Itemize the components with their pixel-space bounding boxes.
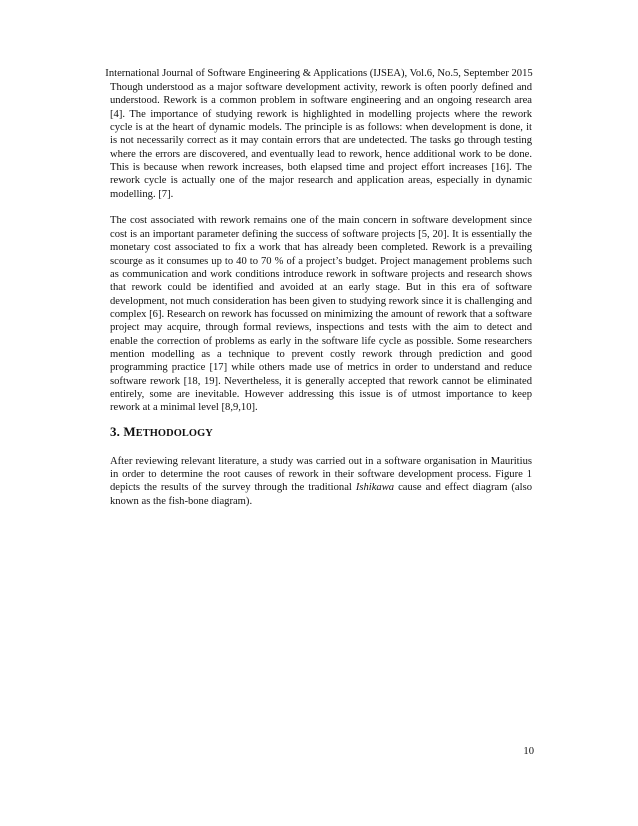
body-text: [110, 81, 532, 508]
section-heading-methodology: [110, 424, 532, 442]
running-header: International Journal of Software Engineering & Applications (IJSEA), Vol.6, No.5, September 2015: [105, 68, 533, 79]
paragraph-rework-definition: Though understood as a major software development activity, rework is often poorly defined and understood. Rework is a common problem in software engineering and an ongoing research area [4]. The importance of studying rework is highlighted in modelling projects where the rework cycle is at the heart of dynamic models. The principle is as follows: when development is done, it is not necessarily correct as it may contain errors that are undetected. The tasks go through testing where the errors are discovered, and eventually lead to rework, hence additional work to be done. This is because when rework increases, both elapsed time and project effort increases [16]. The rework cycle is actually one of the major research and application areas, especially in dynamic modelling. [7].: [110, 82, 532, 200]
section-number: 3.: [110, 423, 120, 439]
paragraph-methodology: [110, 455, 532, 508]
section-title-initial: M: [123, 423, 136, 439]
paragraph-gap: [110, 201, 532, 214]
methodology-text-start: After reviewing relevant literature, a study was carried out in a software organisation in Mauritius in order to determine the root causes of rework in their software development process. Figure 1 depicts the results of the survey through the traditional: [110, 455, 532, 494]
methodology-ishikawa-term: Ishikawa: [355, 482, 395, 494]
section-title-rest: ETHODOLOGY: [135, 427, 213, 439]
page-number: 10: [523, 746, 534, 757]
paragraph-rework-cost: The cost associated with rework remains one of the main concern in software development since cost is an important parameter defining the success of software projects [5, 20]. It is essentially the monetary cost associated to fix a work that has already been completed. Rework is a prevailing scourge as it consumes up to 40 to 70 % of a project’s budget. Project management problems such as communication and work conditions introduce rework in software projects and research shows that rework could be identified and avoided at an early stage. But in this era of software development, not much consideration has been given to studying rework since it is challenging and complex [6]. Research on rework has focussed on minimizing the amount of rework that a software project may acquire, through formal reviews, inspections and tests with the aim to detect and enable the correction of problems as early in the software life cycle as possible. Some researchers mention modelling as a technique to prevent costly rework through prediction and good programming practice [17] while others made use of metrics in order to understand and reduce software rework [18, 19]. Nevertheless, it is generally accepted that rework cannot be eliminated entirely, some are inevitable. However addressing this issue is of utmost importance to keep rework at a minimal level [8,9,10].: [110, 215, 532, 414]
methodology-text-end: cause and effect diagram (also known as the fish-bone diagram).: [110, 482, 533, 507]
